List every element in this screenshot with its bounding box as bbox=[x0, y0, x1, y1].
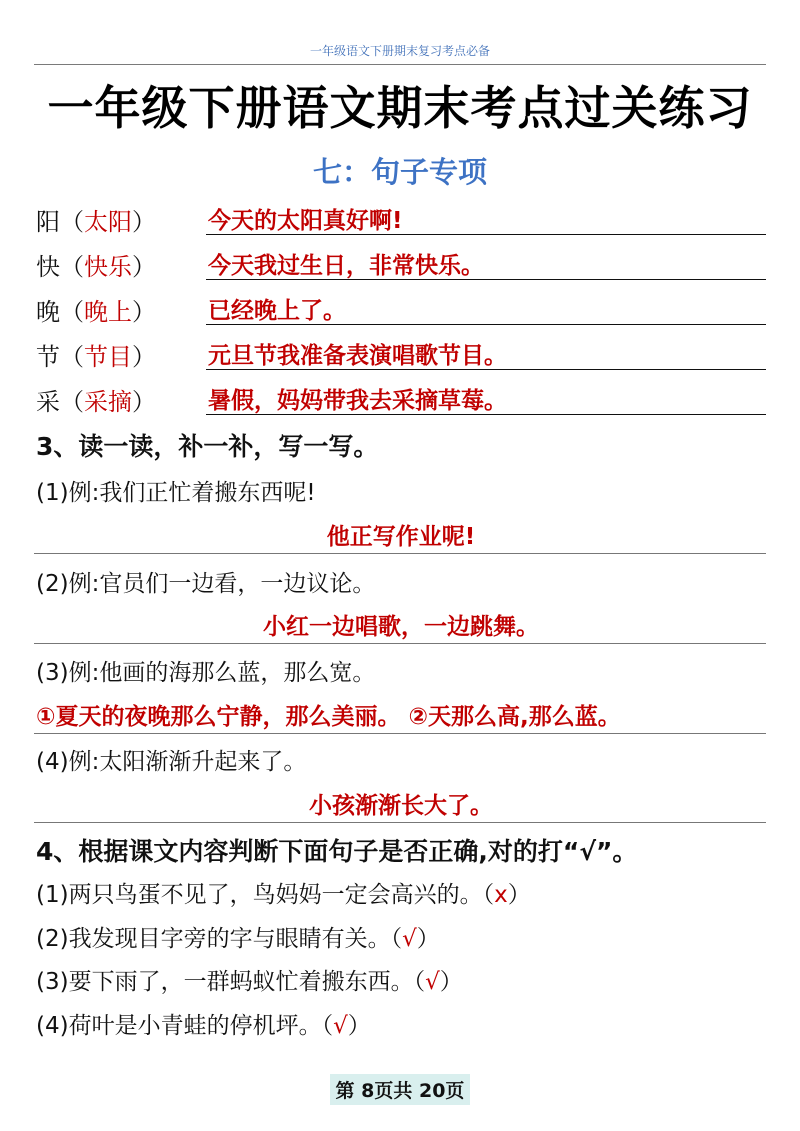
question-4-heading: 4、根据课文内容判断下面句子是否正确,对的打“√”。 bbox=[36, 837, 638, 866]
answer-divider bbox=[34, 643, 766, 644]
paren-open: （ bbox=[60, 298, 84, 326]
judge-item bbox=[36, 963, 463, 996]
header-note: 一年级语文下册期末复习考点必备 bbox=[309, 44, 490, 58]
paren-open: （ bbox=[321, 1013, 334, 1039]
judge-text: (3)要下雨了，一群蚂蚁忙着搬东西。 bbox=[36, 969, 414, 995]
paren-open: （ bbox=[60, 253, 84, 281]
answer-underline bbox=[206, 414, 766, 415]
answer-underline bbox=[206, 234, 766, 235]
sentence-answer: 暑假，妈妈带我去采摘草莓。 bbox=[208, 388, 507, 414]
word-label bbox=[36, 292, 156, 327]
paren-open: （ bbox=[413, 969, 426, 995]
q3-answer-3: ①夏天的夜晚那么宁静，那么美丽。 ②天那么高,那么蓝。 bbox=[36, 704, 621, 730]
word-label bbox=[36, 247, 156, 282]
word-char: 节 bbox=[36, 343, 60, 371]
paren-open: （ bbox=[60, 208, 84, 236]
word-char: 晚 bbox=[36, 298, 60, 326]
word-answer: 采摘 bbox=[84, 388, 132, 416]
q3-answer-1: 他正写作业呢! bbox=[326, 524, 476, 550]
paren-close: ） bbox=[416, 926, 440, 952]
section-title: 七：句子专项 bbox=[312, 155, 487, 189]
judge-item bbox=[36, 876, 531, 909]
sentence-answer: 元旦节我准备表演唱歌节目。 bbox=[208, 343, 507, 369]
judge-mark: √ bbox=[425, 969, 440, 995]
word-row bbox=[36, 200, 766, 238]
word-label bbox=[36, 337, 156, 372]
q3-answer-4: 小孩渐渐长大了。 bbox=[309, 793, 493, 819]
word-row bbox=[36, 290, 766, 328]
answer-divider bbox=[34, 553, 766, 554]
judge-mark: x bbox=[494, 882, 508, 908]
page-number: 第 8页共 20页 bbox=[330, 1074, 471, 1105]
paren-open: （ bbox=[60, 343, 84, 371]
answer-divider bbox=[34, 733, 766, 734]
word-char: 阳 bbox=[36, 208, 60, 236]
paren-close: ） bbox=[132, 298, 156, 326]
q3-answer-2: 小红一边唱歌，一边跳舞。 bbox=[263, 614, 539, 640]
word-answer: 晚上 bbox=[84, 298, 132, 326]
word-row bbox=[36, 245, 766, 283]
word-label bbox=[36, 382, 156, 417]
paren-close: ） bbox=[132, 208, 156, 236]
word-answer: 太阳 bbox=[84, 208, 132, 236]
paren-close: ） bbox=[132, 343, 156, 371]
judge-mark: √ bbox=[402, 926, 417, 952]
q3-example-4: (4)例:太阳渐渐升起来了。 bbox=[36, 749, 307, 775]
page-footer bbox=[0, 1074, 800, 1105]
judge-mark: √ bbox=[333, 1013, 348, 1039]
word-answer: 节目 bbox=[84, 343, 132, 371]
sentence-answer: 今天的太阳真好啊! bbox=[208, 208, 403, 234]
word-label bbox=[36, 202, 156, 237]
paren-close: ） bbox=[132, 253, 156, 281]
question-3-heading: 3、读一读，补一补，写一写。 bbox=[36, 432, 379, 461]
answer-divider bbox=[34, 822, 766, 823]
judge-text: (2)我发现目字旁的字与眼睛有关。 bbox=[36, 926, 391, 952]
page-title: 一年级下册语文期末考点过关练习 bbox=[47, 81, 753, 135]
paren-close: ） bbox=[132, 388, 156, 416]
answer-underline bbox=[206, 369, 766, 370]
word-char: 采 bbox=[36, 388, 60, 416]
word-char: 快 bbox=[36, 253, 60, 281]
paren-open: （ bbox=[482, 882, 495, 908]
header-divider bbox=[34, 64, 766, 65]
paren-close: ） bbox=[347, 1013, 371, 1039]
paren-close: ） bbox=[439, 969, 463, 995]
paren-open: （ bbox=[60, 388, 84, 416]
sentence-answer: 今天我过生日，非常快乐。 bbox=[208, 253, 484, 279]
paren-close: ） bbox=[507, 882, 531, 908]
q3-example-2: (2)例:官员们一边看，一边议论。 bbox=[36, 571, 376, 597]
paren-open: （ bbox=[390, 926, 403, 952]
q3-example-1: (1)例:我们正忙着搬东西呢! bbox=[36, 480, 316, 506]
word-row bbox=[36, 380, 766, 418]
judge-text: (4)荷叶是小青蛙的停机坪。 bbox=[36, 1013, 322, 1039]
sentence-answer: 已经晚上了。 bbox=[208, 298, 346, 324]
judge-item bbox=[36, 920, 440, 953]
word-row bbox=[36, 335, 766, 373]
judge-text: (1)两只鸟蛋不见了，鸟妈妈一定会高兴的。 bbox=[36, 882, 483, 908]
judge-item bbox=[36, 1007, 371, 1040]
answer-underline bbox=[206, 279, 766, 280]
q3-example-3: (3)例:他画的海那么蓝，那么宽。 bbox=[36, 660, 376, 686]
word-answer: 快乐 bbox=[84, 253, 132, 281]
answer-underline bbox=[206, 324, 766, 325]
